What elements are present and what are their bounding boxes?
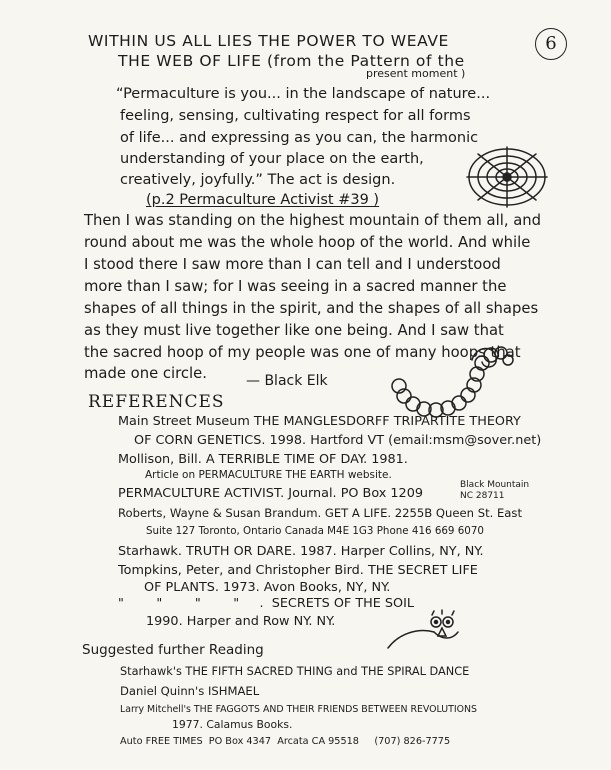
heading-line-1: WITHIN US ALL LIES THE POWER TO WEAVE	[88, 32, 449, 50]
bird-doodle-drawing	[386, 610, 466, 654]
quote2-line-7: the sacred hoop of my people was one of many hoops that	[84, 344, 521, 361]
quote1-citation: (p.2 Permaculture Activist #39 )	[146, 192, 380, 208]
page-number: 6	[535, 28, 567, 60]
reference-line-4: Article on PERMACULTURE THE EARTH website.	[145, 469, 392, 481]
reference-line-12: 1990. Harper and Row NY. NY.	[146, 614, 336, 629]
quote2-line-3: I stood there I saw more than I can tell and I understood	[84, 256, 501, 273]
reference-side-note-1: Black Mountain	[460, 480, 530, 490]
reference-line-6: Roberts, Wayne & Susan Brandum. GET A LIFE. 2255B Queen St. East	[118, 506, 522, 520]
reference-line-10: OF PLANTS. 1973. Avon Books, NY, NY.	[144, 580, 391, 595]
quote2-attribution: — Black Elk	[246, 373, 328, 389]
reference-line-7: Suite 127 Toronto, Ontario Canada M4E 1G3 Phone 416 669 6070	[146, 525, 484, 537]
quote1-line-5: creatively, joyfully.” The act is design.	[120, 172, 396, 188]
quote1-line-4: understanding of your place on the earth,	[120, 151, 424, 167]
reference-side-note-2: NC 28711	[460, 491, 505, 501]
reference-line-3: Mollison, Bill. A TERRIBLE TIME OF DAY. 1981.	[118, 452, 408, 467]
references-heading: REFERENCES	[88, 392, 225, 412]
quote2-line-5: shapes of all things in the spirit, and the shapes of all shapes	[84, 300, 539, 317]
heading-line-3: present moment )	[366, 67, 466, 80]
spider-web-drawing	[462, 142, 552, 212]
quote1-line-3: of life... and expressing as you can, the harmonic	[120, 130, 479, 146]
suggested-line-1: Starhawk's THE FIFTH SACRED THING and THE SPIRAL DANCE	[120, 665, 470, 678]
quote2-line-4: more than I saw; for I was seeing in a sacred manner the	[84, 278, 507, 295]
reference-line-1: Main Street Museum THE MANGLESDORFF TRIPARTITE THEORY	[118, 414, 521, 429]
reference-line-11: " " " " . SECRETS OF THE SOIL	[118, 596, 415, 611]
heading-line-2: THE WEB OF LIFE (from the Pattern of the	[118, 52, 465, 70]
reference-line-5: PERMACULTURE ACTIVIST. Journal. PO Box 1209	[118, 486, 423, 501]
suggested-line-3: Larry Mitchell's THE FAGGOTS AND THEIR FRIENDS BETWEEN REVOLUTIONS	[120, 704, 477, 715]
quote2-line-8: made one circle.	[84, 365, 207, 382]
quote1-line-2: feeling, sensing, cultivating respect for all forms	[120, 108, 471, 124]
hoop-chain-drawing	[384, 338, 514, 420]
suggested-line-4: 1977. Calamus Books.	[172, 718, 293, 731]
quote2-line-1: Then I was standing on the highest mountain of them all, and	[84, 212, 542, 229]
reference-line-2: OF CORN GENETICS. 1998. Hartford VT (email:msm@sover.net)	[134, 433, 542, 448]
quote2-line-2: round about me was the whole hoop of the world. And while	[84, 234, 531, 251]
suggested-line-5: Auto FREE TIMES PO Box 4347 Arcata CA 95518 (707) 826-7775	[120, 736, 451, 747]
suggested-line-2: Daniel Quinn's ISHMAEL	[120, 684, 260, 698]
reference-line-8: Starhawk. TRUTH OR DARE. 1987. Harper Collins, NY, NY.	[118, 544, 484, 559]
quote2-line-6: as they must live together like one being. And I saw that	[84, 322, 504, 339]
quote1-line-1: “Permaculture is you... in the landscape of nature...	[116, 86, 491, 102]
reference-line-9: Tompkins, Peter, and Christopher Bird. THE SECRET LIFE	[118, 563, 478, 578]
suggested-heading: Suggested further Reading	[82, 642, 264, 658]
